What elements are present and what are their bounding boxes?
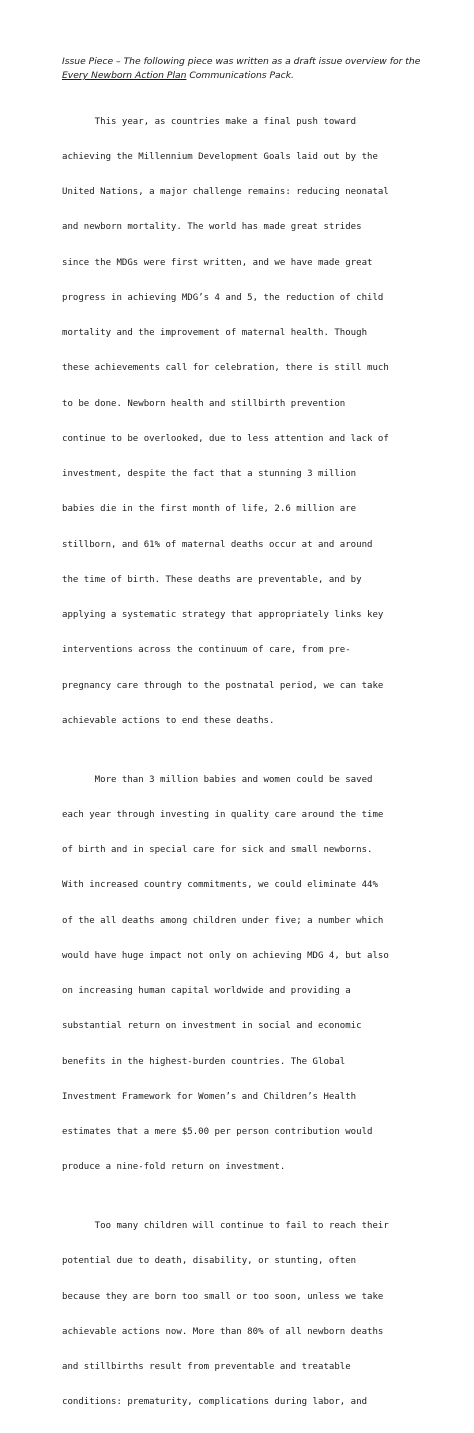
text-line: substantial return on investment in social and economic [62, 1021, 362, 1032]
text-line: This year, as countries make a final push toward [62, 116, 357, 127]
paragraph-3 [62, 1198, 434, 1433]
text-line: since the MDGs were first written, and we have made great [62, 257, 373, 268]
text-line: stillborn, and 61% of maternal deaths occur at and around [62, 539, 373, 550]
text-line: these achievements call for celebration, there is still much [62, 363, 389, 374]
text-line: benefits in the highest-burden countries. The Global [62, 1056, 346, 1067]
paragraph-1 [62, 93, 434, 751]
text-line: mortality and the improvement of maternal health. Though [62, 328, 368, 338]
text-line: investment, despite the fact that a stunning 3 million [62, 469, 357, 479]
text-line: continue to be overlooked, due to less attention and lack of [62, 433, 389, 444]
intro-line-1: Issue Piece – The following piece was written as a draft issue overview for the [62, 56, 421, 67]
text-line: on increasing human capital worldwide and providing a [62, 986, 351, 996]
text-line: and newborn mortality. The world has made great strides [62, 222, 362, 233]
text-line: produce a nine-fold return on investment. [62, 1162, 286, 1173]
text-line: conditions: prematurity, complications during labor, and [62, 1397, 368, 1408]
text-line: potential due to death, disability, or stunting, often [62, 1256, 357, 1267]
text-line: More than 3 million babies and women could be saved [62, 774, 373, 785]
text-line: each year through investing in quality care around the time [62, 809, 384, 820]
text-line: to be done. Newborn health and stillbirth prevention [62, 398, 346, 409]
text-line: Too many children will continue to fail to reach their [62, 1221, 389, 1231]
text-line: of birth and in special care for sick and small newborns. [62, 845, 373, 855]
text-line: and stillbirths result from preventable and treatable [62, 1362, 351, 1372]
text-line: applying a systematic strategy that appropriately links key [62, 610, 384, 620]
text-line: progress in achieving MDG’s 4 and 5, the reduction of child [62, 292, 384, 303]
article-body [62, 93, 434, 1433]
intro-note [62, 55, 434, 83]
text-line: estimates that a mere $5.00 per person contribution would [62, 1127, 373, 1137]
text-line: achieving the Millennium Development Goals laid out by the [62, 151, 378, 162]
text-line: because they are born too small or too soon, unless we take [62, 1291, 384, 1302]
text-line: achievable actions to end these deaths. [62, 715, 275, 726]
text-line: With increased country commitments, we could eliminate 44% [62, 880, 378, 891]
text-line: the time of birth. These deaths are preventable, and by [62, 574, 362, 585]
text-line: Investment Framework for Women’s and Children’s Health [62, 1091, 357, 1102]
text-line: would have huge impact not only on achieving MDG 4, but also [62, 950, 389, 961]
intro-line-2: Communications Pack. [186, 70, 294, 81]
text-line: achievable actions now. More than 80% of all newborn deaths [62, 1326, 384, 1337]
text-line: pregnancy care through to the postnatal period, we can take [62, 680, 384, 691]
text-line: United Nations, a major challenge remains: reducing neonatal [62, 187, 389, 197]
text-line: babies die in the first month of life, 2.6 million are [62, 504, 357, 515]
text-line: interventions across the continuum of care, from pre- [62, 645, 351, 656]
plan-title-link: Every Newborn Action Plan [62, 70, 187, 81]
text-line: of the all deaths among children under five; a number which [62, 915, 384, 926]
paragraph-2 [62, 751, 434, 1198]
